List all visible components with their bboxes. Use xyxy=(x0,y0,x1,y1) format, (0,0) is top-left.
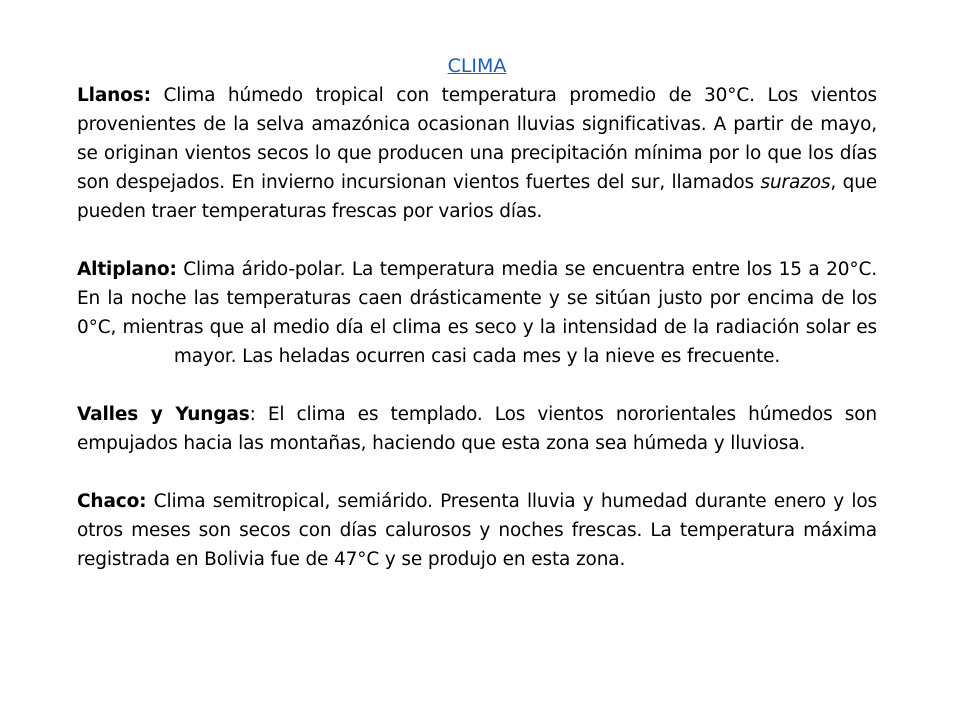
section-label-llanos: Llanos: xyxy=(77,85,151,106)
slide-content xyxy=(77,52,877,692)
section-text-chaco: Clima semitropical, semiárido. Presenta lluvia y humedad durante enero y los otros meses son secos con días calurosos y noches frescas. La temperatura máxima registrada en Bolivia fue de 47°C y se produjo en esta zona. xyxy=(77,491,877,570)
section-gap xyxy=(77,458,877,487)
page-title xyxy=(77,52,877,81)
section-text-llanos-italic: surazos xyxy=(760,172,831,193)
section-llanos xyxy=(77,81,877,226)
section-label-chaco: Chaco: xyxy=(77,491,147,512)
section-label-altiplano: Altiplano: xyxy=(77,259,177,280)
section-text-altiplano: Clima árido-polar. La temperatura media se encuentra entre los 15 a 20°C. En la noche las temperaturas caen drásticamente y se sitúan justo por encima de los 0°C, mientras que al medio día el clima es seco y la intensidad de la radiación solar es mayor. Las heladas ocurren casi cada mes y la nieve es frecuente. xyxy=(77,259,877,367)
section-gap xyxy=(77,226,877,255)
section-chaco xyxy=(77,487,877,574)
section-text-llanos-part2: , que pueden traer temperaturas frescas por varios días. xyxy=(77,172,877,222)
section-text-llanos-part1: Clima húmedo tropical con temperatura promedio de 30°C. Los vientos provenientes de la selva amazónica ocasionan lluvias significativas. A partir de mayo, se originan vientos secos lo que producen una precipitación mínima por lo que los días son despejados. En invierno incursionan vientos fuertes del sur, llamados xyxy=(77,85,877,193)
section-gap xyxy=(77,371,877,400)
section-label-valles-yungas: Valles y Yungas xyxy=(77,404,250,425)
section-altiplano xyxy=(77,255,877,371)
title-link[interactable]: CLIMA xyxy=(447,55,507,77)
section-text-valles-yungas: : El clima es templado. Los vientos nororientales húmedos son empujados hacia las montañas, haciendo que esta zona sea húmeda y lluviosa. xyxy=(77,404,877,454)
section-valles-yungas xyxy=(77,400,877,458)
